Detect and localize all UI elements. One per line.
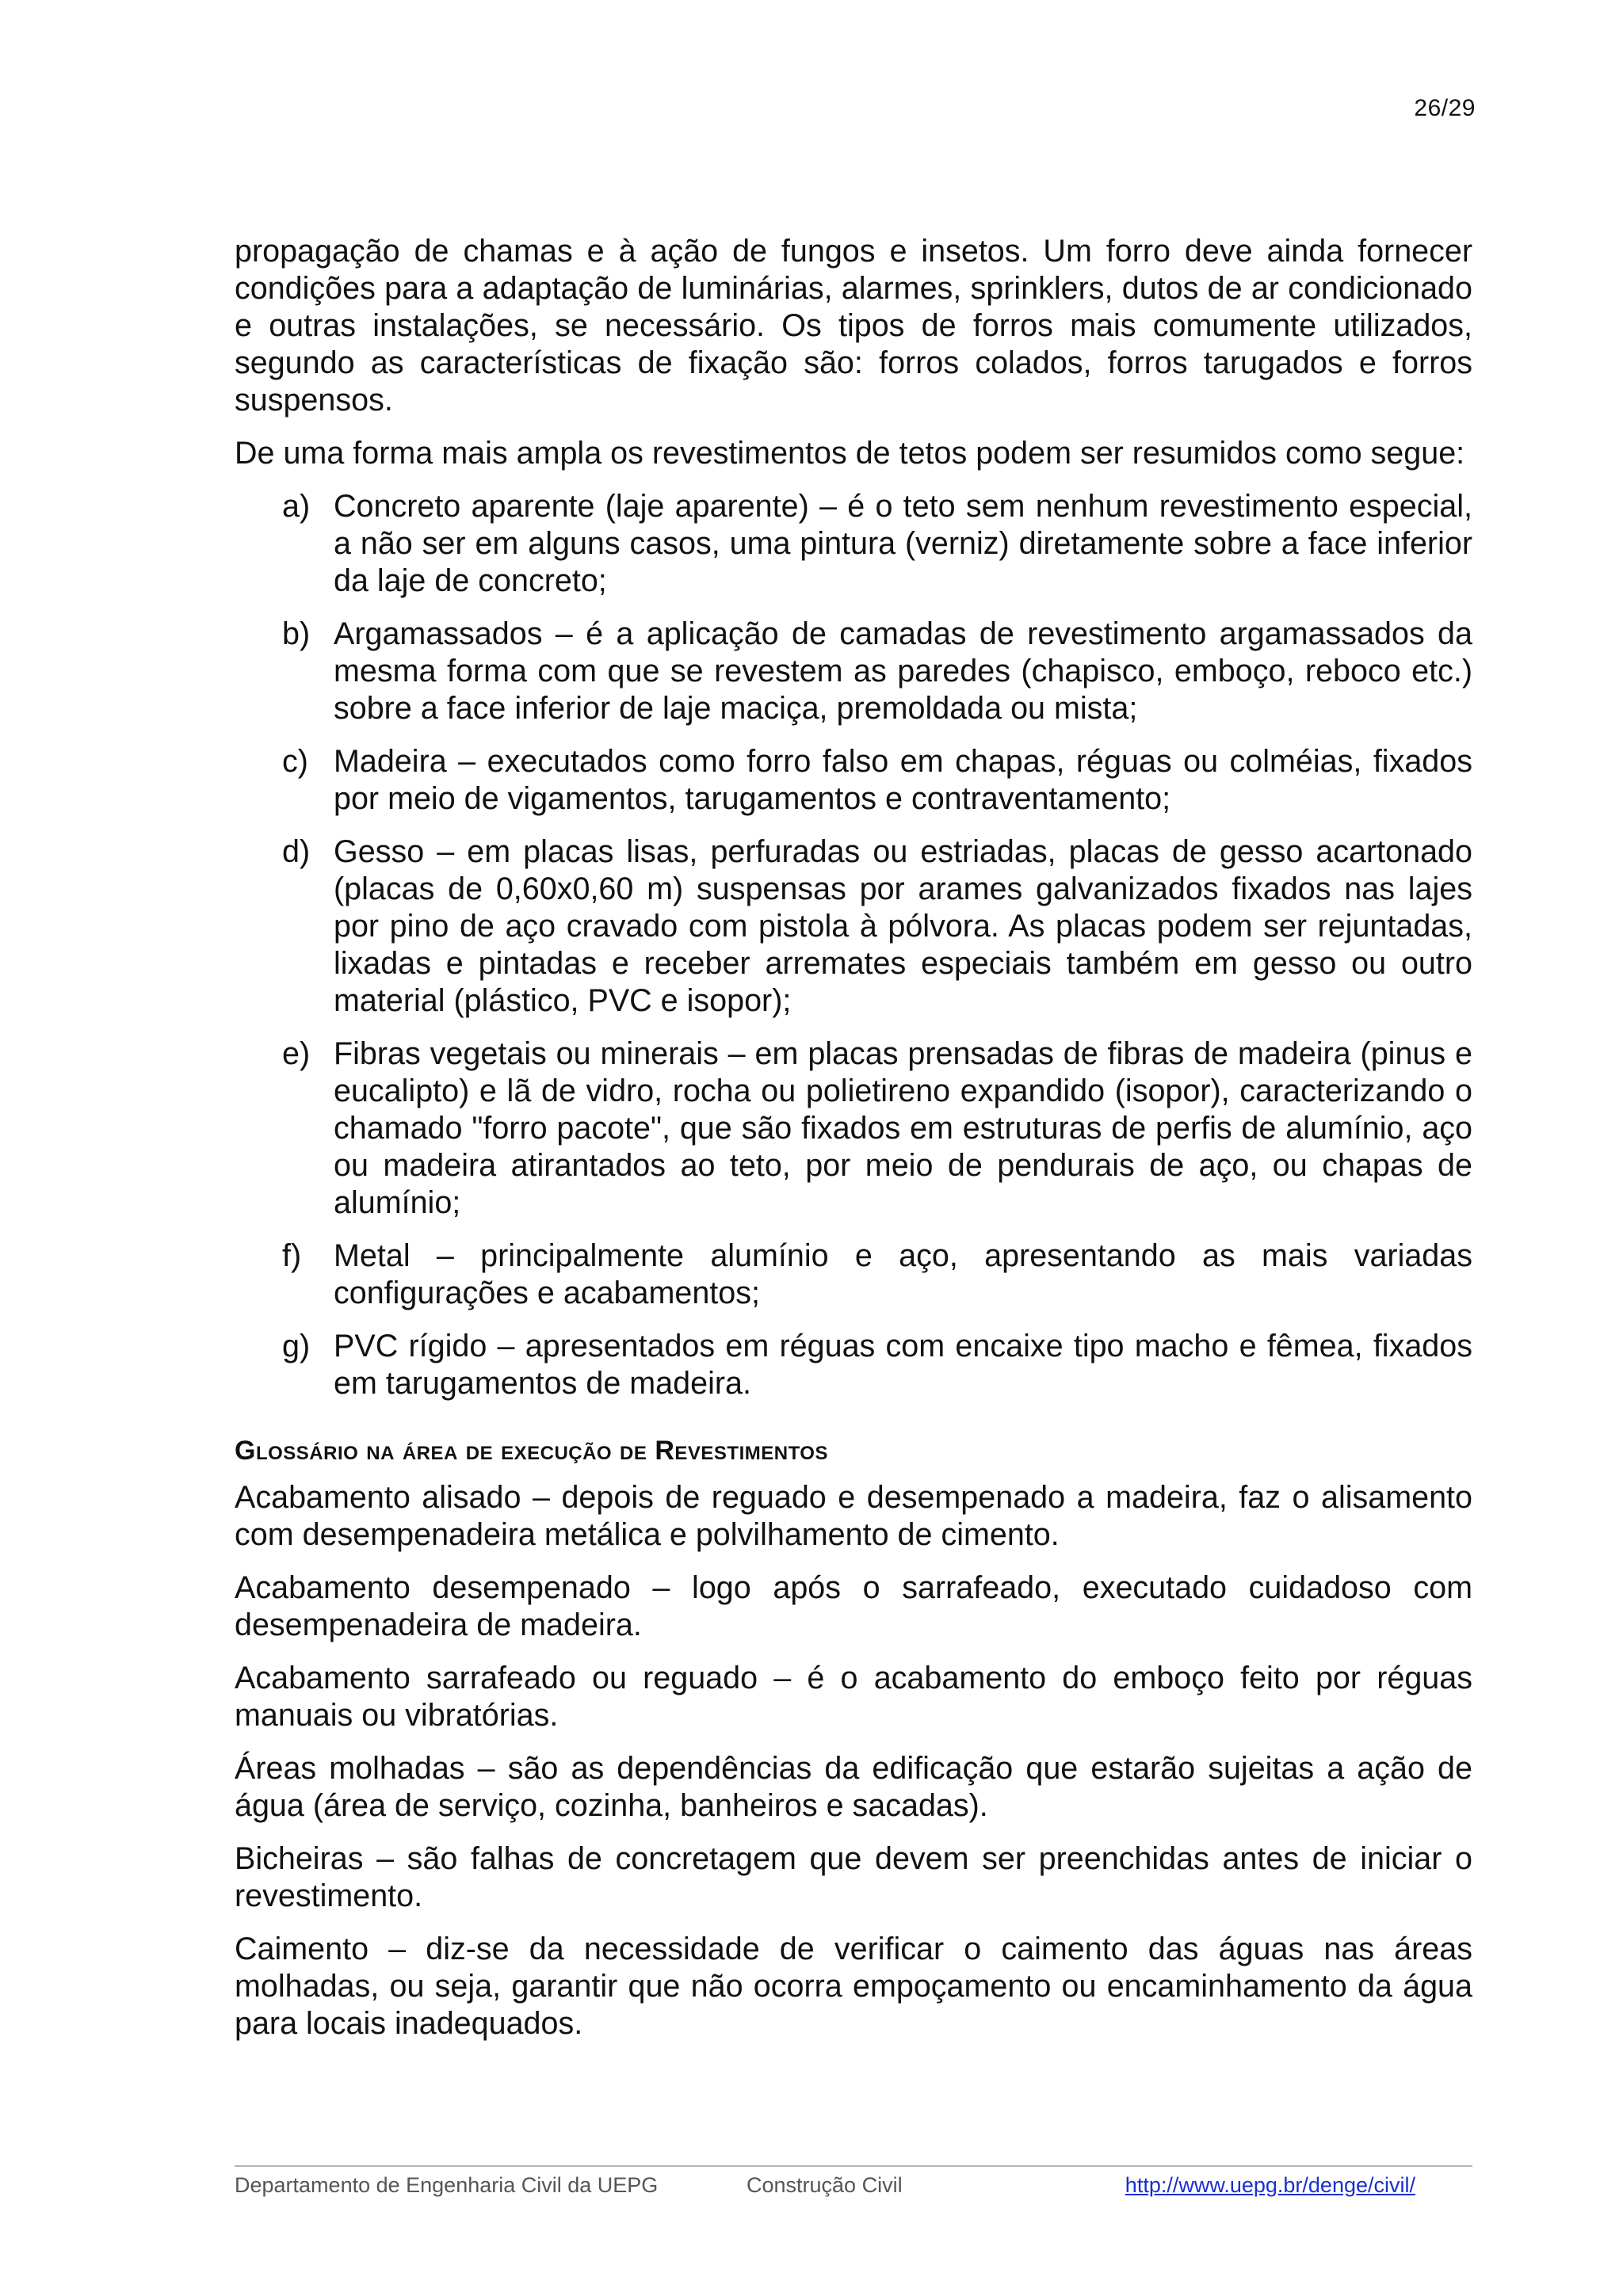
footer-department: Departamento de Engenharia Civil da UEPG bbox=[235, 2173, 659, 2197]
list-item bbox=[235, 743, 1472, 818]
intro-paragraph-2: De uma forma mais ampla os revestimentos de tetos podem ser resumidos como segue: bbox=[235, 436, 1465, 471]
list-marker: f) bbox=[282, 1238, 302, 1273]
glossary-entry: Acabamento alisado – depois de reguado e desempenado a madeira, faz o alisamento com desempenadeira metálica e polvilhamento de cimento. bbox=[235, 1480, 1472, 1552]
list-item-text: PVC rígido – apresentados em réguas com encaixe tipo macho e fêmea, fixados em tarugamentos de madeira. bbox=[334, 1329, 1472, 1401]
intro-paragraph-1: propagação de chamas e à ação de fungos e insetos. Um forro deve ainda fornecer condições para a adaptação de luminárias, alarmes, sprinklers, dutos de ar condicionado e outras instalações, se necessário. Os tipos de forros mais comumente utilizados, segundo as características de fixação são: forros colados, forros tarugados e forros suspensos. bbox=[235, 234, 1472, 418]
list-marker: d) bbox=[282, 834, 311, 869]
glossary-entry: Acabamento desempenado – logo após o sarrafeado, executado cuidadoso com desempenadeira de madeira. bbox=[235, 1570, 1472, 1642]
footer-url-link[interactable]: http://www.uepg.br/denge/civil/ bbox=[1125, 2173, 1415, 2197]
list-item-text: Metal – principalmente alumínio e aço, apresentando as mais variadas configurações e acabamentos; bbox=[334, 1238, 1472, 1310]
list-item-text: Fibras vegetais ou minerais – em placas prensadas de fibras de madeira (pinus e eucalipto) e lã de vidro, rocha ou polietireno expandido (isopor), caracterizando o chamado "forro pacote", que são fixados em estruturas de perfis de alumínio, aço ou madeira atirantados ao teto, por meio de pendurais de aço, ou chapas de alumínio; bbox=[334, 1036, 1472, 1220]
list-marker: a) bbox=[282, 489, 311, 524]
document-body bbox=[235, 233, 1472, 2058]
list-marker: c) bbox=[282, 744, 308, 779]
list-item-text: Gesso – em placas lisas, perfuradas ou estriadas, placas de gesso acartonado (placas de 0,60x0,60 m) suspensas por arames galvanizados fixados nas lajes por pino de aço cravado com pistola à pólvora. As placas podem ser rejuntadas, lixadas e pintadas e receber arremates especiais também em gesso ou outro material (plástico, PVC e isopor); bbox=[334, 834, 1472, 1018]
page-number: 26/29 bbox=[1414, 95, 1476, 121]
list-item-text: Argamassados – é a aplicação de camadas de revestimento argamassados da mesma forma com que se revestem as paredes (chapisco, emboço, reboco etc.) sobre a face inferior de laje maciça, premoldada ou mista; bbox=[334, 616, 1472, 726]
glossary-heading: Glossário na área de execução de Revestimentos bbox=[235, 1436, 828, 1466]
list-item bbox=[235, 1328, 1472, 1402]
list-item-text: Concreto aparente (laje aparente) – é o teto sem nenhum revestimento especial, a não ser em alguns casos, uma pintura (verniz) diretamente sobre a face inferior da laje de concreto; bbox=[334, 489, 1472, 598]
footer-divider bbox=[235, 2165, 1472, 2167]
list-marker: b) bbox=[282, 616, 311, 651]
list-item bbox=[235, 1035, 1472, 1222]
glossary-entry: Acabamento sarrafeado ou reguado – é o acabamento do emboço feito por réguas manuais ou vibratórias. bbox=[235, 1661, 1472, 1733]
list-item bbox=[235, 1238, 1472, 1312]
list-item-text: Madeira – executados como forro falso em chapas, réguas ou colméias, fixados por meio de vigamentos, tarugamentos e contraventamento; bbox=[334, 744, 1472, 816]
list-item bbox=[235, 488, 1472, 600]
footer-course: Construção Civil bbox=[747, 2173, 903, 2197]
list-marker: g) bbox=[282, 1329, 311, 1363]
list-item bbox=[235, 833, 1472, 1020]
page-footer bbox=[235, 2173, 1472, 2205]
glossary-entry: Áreas molhadas – são as dependências da edificação que estarão sujeitas a ação de água (área de serviço, cozinha, banheiros e sacadas). bbox=[235, 1751, 1472, 1823]
glossary-entry: Caimento – diz-se da necessidade de verificar o caimento das águas nas áreas molhadas, ou seja, garantir que não ocorra empoçamento ou encaminhamento da água para locais inadequados. bbox=[235, 1932, 1472, 2041]
list-item bbox=[235, 616, 1472, 727]
ceiling-types-list bbox=[235, 488, 1472, 1402]
list-marker: e) bbox=[282, 1036, 311, 1071]
glossary-entry: Bicheiras – são falhas de concretagem que devem ser preenchidas antes de iniciar o revestimento. bbox=[235, 1841, 1472, 1913]
